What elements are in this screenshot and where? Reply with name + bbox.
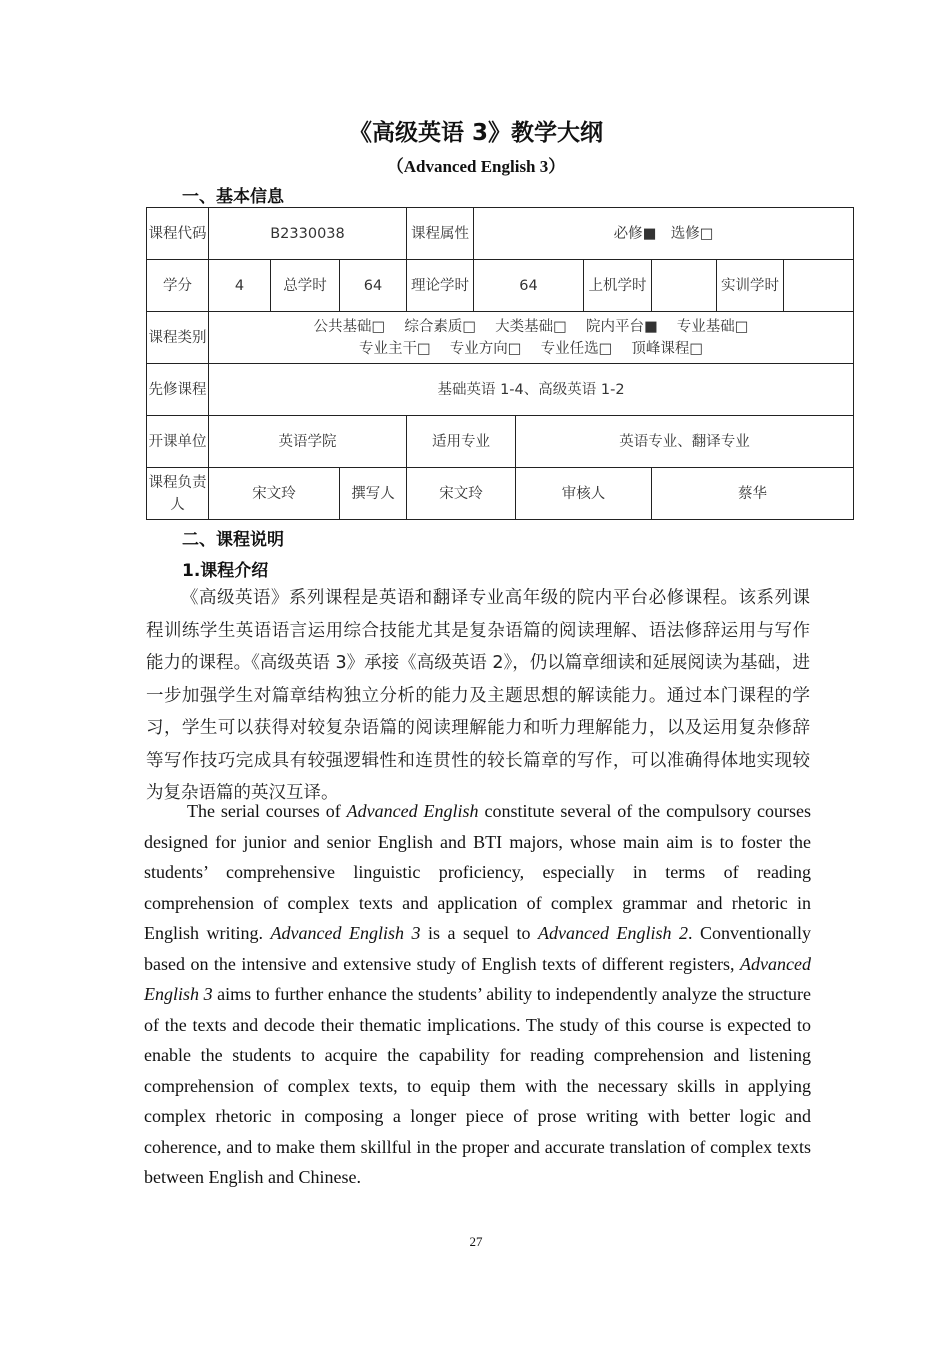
dept-label: 开课单位 <box>147 416 209 468</box>
section-basic-info-heading: 一、基本信息 <box>182 187 284 207</box>
section-course-desc-heading: 二、课程说明 <box>182 530 284 550</box>
theory-hours-label: 理论学时 <box>407 260 474 312</box>
course-code-label: 课程代码 <box>147 208 209 260</box>
reviewer-value: 蔡华 <box>652 468 854 520</box>
category-label: 课程类别 <box>147 312 209 364</box>
course-intro-en-paragraph: The serial courses of Advanced English constitute several of the compulsory courses designed for junior and senior English and BTI majors, whose main aim is to foster the students’ comprehensive linguistic proficiency, especially in terms of reading comprehension of complex texts and application of complex grammar and rhetoric in English writing. Advanced English 3 is a sequel to Advanced English 2. Conventionally based on the intensive and extensive study of English texts of different registers, Advanced English 3 aims to further enhance the students’ ability to independently analyze the structure of the texts and decode their thematic implications. The study of this course is expected to enable the students to acquire the capability for reading comprehension and listening comprehension of complex texts, to equip them with the necessary skills in applying complex rhetoric in composing a longer piece of prose writing with better logic and coherence, and to make them skillful in the proper and accurate translation of complex texts between English and Chinese. <box>144 801 811 1187</box>
practice-hours-value <box>784 260 854 312</box>
author-label: 撰写人 <box>340 468 407 520</box>
practice-hours-label: 实训学时 <box>717 260 784 312</box>
prereq-label: 先修课程 <box>147 364 209 416</box>
owner-label: 课程负责人 <box>147 468 209 520</box>
page-number: 27 <box>469 1234 483 1249</box>
prereq-value: 基础英语 1-4、高级英语 1-2 <box>209 364 854 416</box>
owner-value: 宋文玲 <box>209 468 340 520</box>
basic-info-table <box>146 207 854 520</box>
total-hours-value: 64 <box>340 260 407 312</box>
course-intro-cn-paragraph: 《高级英语》系列课程是英语和翻译专业高年级的院内平台必修课程。该系列课程训练学生英语语言运用综合技能尤其是复杂语篇的阅读理解、语法修辞运用与写作能力的课程。《高级英语 3》承接《高级英语 2》，仍以篇章细读和延展阅读为基础，进一步加强学生对篇章结构独立分析的能力及主题思想的解读能力。通过本门课程的学习，学生可以获得对较复杂语篇的阅读理解能力和听力理解能力，以及运用复杂修辞等写作技巧完成具有较强逻辑性和连贯性的较长篇章的写作，可以准确得体地实现较为复杂语篇的英汉互译。 <box>146 588 810 803</box>
document-subtitle: （Advanced English 3） <box>386 157 566 176</box>
reviewer-label: 审核人 <box>516 468 652 520</box>
course-attr-label: 课程属性 <box>407 208 474 260</box>
course-code-value: B2330038 <box>209 208 407 260</box>
lab-hours-value <box>652 260 717 312</box>
category-line-2: 专业主干□ 专业方向□ 专业任选□ 顶峰课程□ <box>358 340 704 357</box>
lab-hours-label: 上机学时 <box>584 260 652 312</box>
course-attr-value: 必修■ 选修□ <box>474 208 854 260</box>
dept-value: 英语学院 <box>209 416 407 468</box>
document-title: 《高级英语 3》教学大纲 <box>348 120 603 146</box>
theory-hours-value: 64 <box>474 260 584 312</box>
category-options <box>209 312 854 364</box>
credit-value: 4 <box>209 260 271 312</box>
subsection-course-intro-heading: 1.课程介绍 <box>182 561 269 581</box>
major-value: 英语专业、翻译专业 <box>516 416 854 468</box>
total-hours-label: 总学时 <box>271 260 340 312</box>
author-value: 宋文玲 <box>407 468 516 520</box>
credit-label: 学分 <box>147 260 209 312</box>
category-line-1: 公共基础□ 综合素质□ 大类基础□ 院内平台■ 专业基础□ <box>313 318 749 335</box>
major-label: 适用专业 <box>407 416 516 468</box>
